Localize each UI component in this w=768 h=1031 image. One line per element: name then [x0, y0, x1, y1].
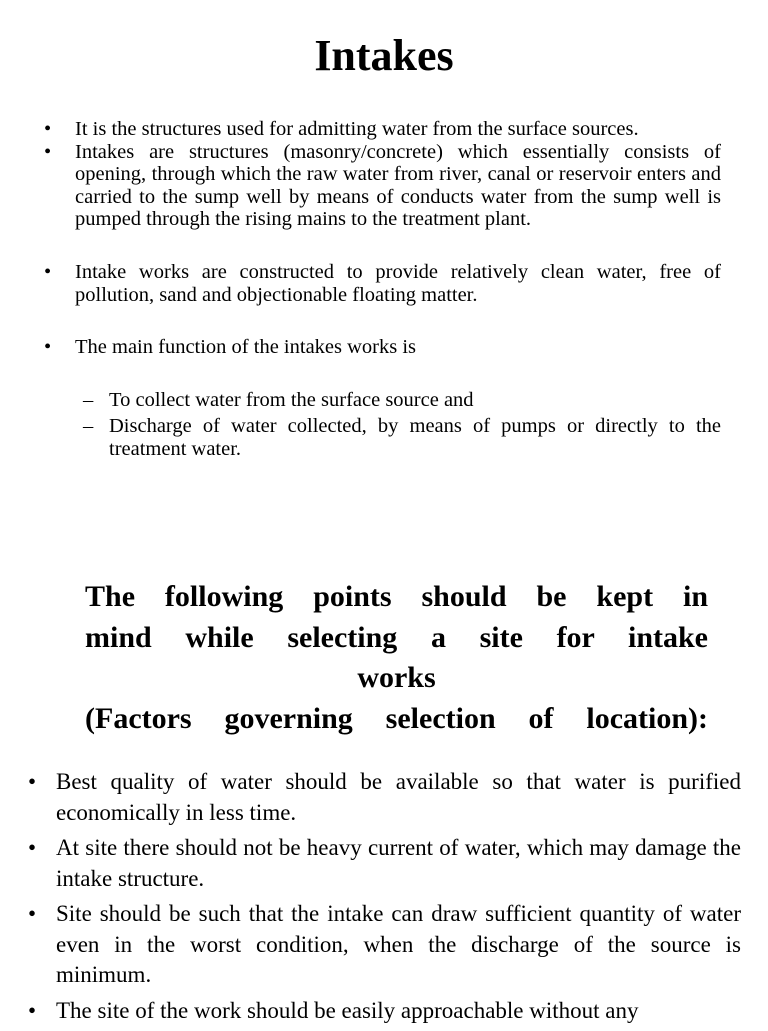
sub-list-item-text: Discharge of water collected, by means of pumps or directly to the treatment water.: [109, 415, 721, 460]
list-item-text: Intake works are constructed to provide relatively clean water, free of pollution, sand and objectionable floating matter.: [75, 260, 721, 306]
list-item-text: The main function of the intakes works is: [75, 336, 417, 359]
bullet-icon: •: [44, 118, 52, 140]
list-item: [44, 336, 721, 359]
dash-icon: –: [83, 388, 94, 411]
list-item: [44, 118, 721, 141]
bullet-icon: •: [44, 336, 52, 359]
bullet-icon: •: [28, 835, 37, 860]
list-item-text: Site should be such that the intake can draw sufficient quantity of water even in the worst condition, when the discharge of the source is minimum.: [56, 901, 741, 987]
function-sublist: [44, 389, 721, 461]
bullet-icon: •: [28, 901, 37, 926]
list-item: [44, 261, 721, 306]
sub-list-item: [44, 415, 721, 460]
bullet-icon: •: [28, 769, 37, 794]
list-item-text: Best quality of water should be available so that water is purified economically in less time.: [56, 769, 741, 825]
list-item-text: At site there should not be heavy current of water, which may damage the intake structure.: [56, 835, 741, 891]
intro-section: [44, 118, 721, 461]
list-item: [28, 899, 741, 991]
bullet-icon: •: [44, 140, 52, 163]
list-item-text: It is the structures used for admitting water from the surface sources.: [75, 118, 639, 140]
list-item: [28, 833, 741, 894]
sub-list-item-text: To collect water from the surface source and: [109, 388, 474, 411]
list-item: [44, 141, 721, 231]
heading-line: The following points should be kept in: [85, 580, 708, 613]
dash-icon: –: [83, 415, 94, 438]
page-title: Intakes: [314, 31, 454, 80]
site-selection-heading: [85, 577, 708, 739]
list-item: [28, 996, 741, 1027]
heading-line: (Factors governing selection of location):: [85, 701, 708, 735]
list-item: [28, 767, 741, 828]
bullet-icon: •: [28, 997, 37, 1023]
site-factors-section: [28, 767, 741, 1031]
heading-line: works: [357, 661, 436, 694]
sub-list-item: [44, 389, 721, 412]
list-item-text: Intakes are structures (masonry/concrete) which essentially consists of opening, through which the raw water from river, canal or reservoir enters and carried to the sump well by means of conducts water from the sump well is pumped through the rising mains to the treatment plant.: [75, 140, 721, 231]
list-item-text: The site of the work should be easily approachable without any: [56, 997, 639, 1023]
bullet-icon: •: [44, 260, 52, 283]
heading-line: mind while selecting a site for intake: [85, 620, 708, 654]
